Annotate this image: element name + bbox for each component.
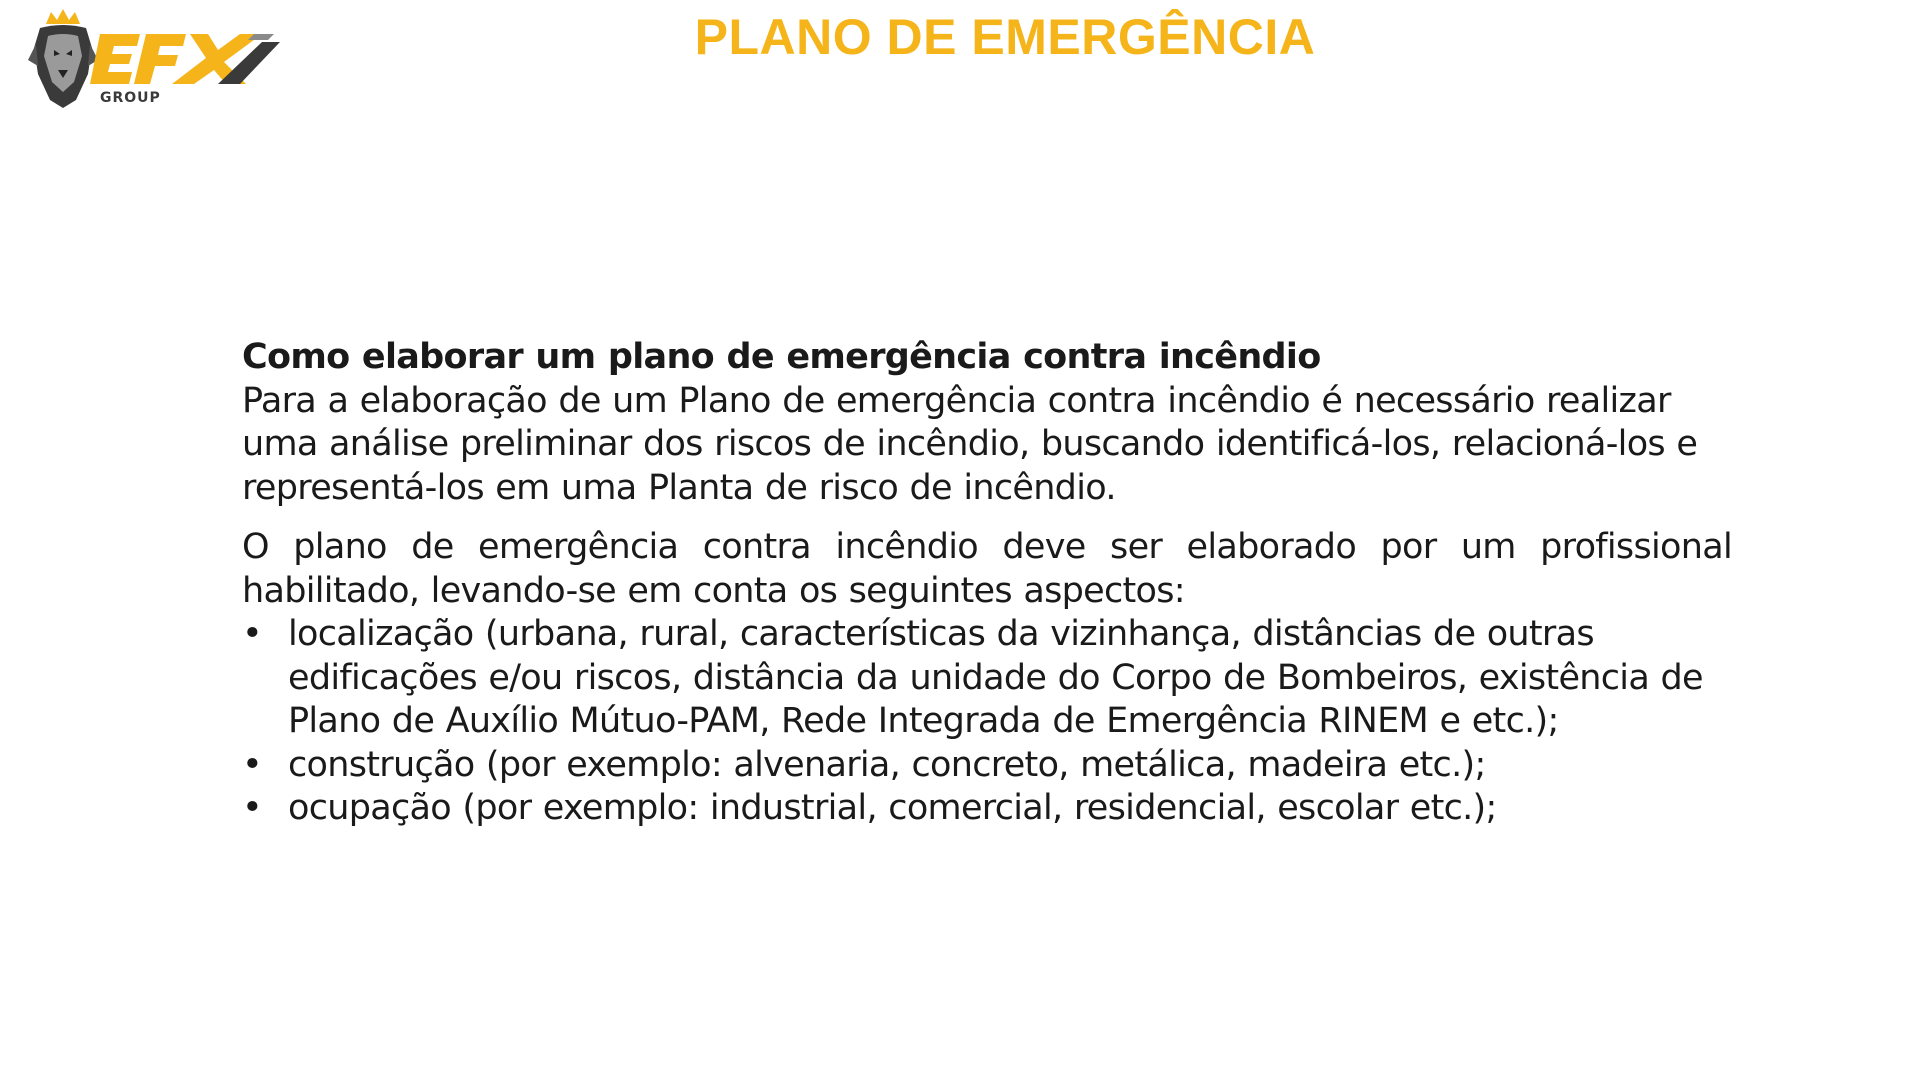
content-body	[242, 336, 1732, 831]
bullet-icon: •	[242, 744, 262, 785]
aspects-list	[242, 613, 1732, 831]
list-item-text: localização (urbana, rural, características da vizinhança, distâncias de outras edificações e/ou riscos, distância da unidade do Corpo de Bombeiros, existência de Plano de Auxílio Mútuo-PAM, Rede Integrada de Emergência RINEM e etc.);	[288, 614, 1703, 741]
bullet-icon: •	[242, 788, 262, 828]
intro-paragraph: Para a elaboração de um Plano de emergência contra incêndio é necessário realizar uma análise preliminar dos riscos de incêndio, buscando identificá-los, relacioná-los e representá-los em uma Planta de risco de incêndio.	[242, 380, 1698, 508]
bullet-icon: •	[242, 614, 262, 654]
list-item	[242, 613, 1732, 744]
list-item	[242, 744, 1732, 788]
section-heading: Como elaborar um plano de emergência contra incêndio	[242, 337, 1321, 377]
list-item-text: ocupação (por exemplo: industrial, comercial, residencial, escolar etc.);	[288, 788, 1497, 828]
list-item-text: construção (por exemplo: alvenaria, concreto, metálica, madeira etc.);	[288, 744, 1486, 785]
logo-subtext: GROUP	[100, 90, 161, 106]
page-title: PLANO DE EMERGÊNCIA	[694, 9, 1316, 65]
list-item	[242, 787, 1732, 831]
aspects-paragraph: O plano de emergência contra incêndio deve ser elaborado por um profissional habilitado, levando-se em conta os seguintes aspectos:	[242, 527, 1732, 611]
